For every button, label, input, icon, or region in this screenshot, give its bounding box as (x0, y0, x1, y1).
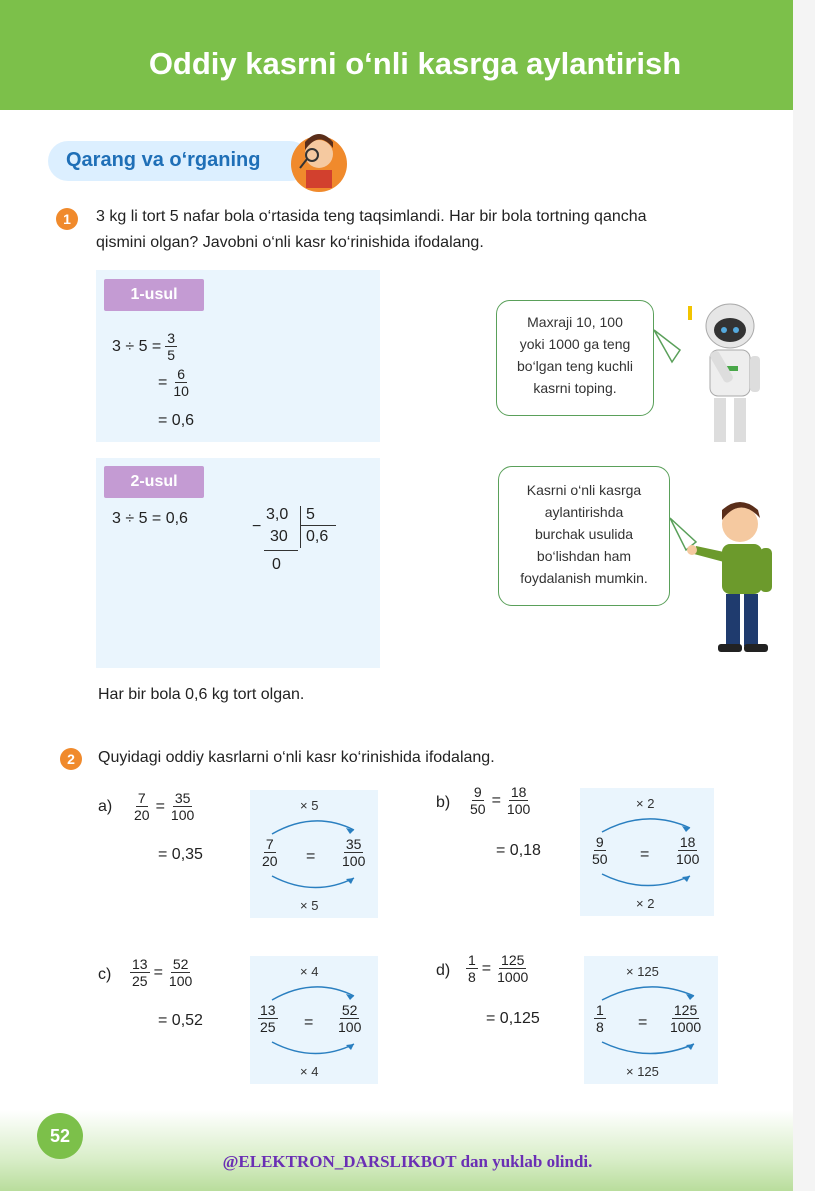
task1-text-line1: 3 kg li tort 5 nafar bola o‘rtasida teng taqsimlandi. Har bir bola tortning qancha (96, 208, 647, 225)
numerator: 6 (177, 366, 186, 382)
item-result: = 0,18 (496, 842, 541, 859)
multiplier-bottom: × 2 (636, 896, 655, 911)
bottom-grass-band (0, 1110, 793, 1191)
multiplier-top: × 125 (626, 964, 659, 979)
multiplier-diagram (584, 956, 718, 1084)
item-label: b) (436, 794, 451, 811)
multiplier-diagram (580, 788, 714, 916)
denominator: 50 (470, 801, 486, 817)
footer-watermark: @ELEKTRON_DARSLIKBOT dan yuklab olindi. (222, 1152, 593, 1171)
fraction (167, 956, 194, 989)
exercise-item (98, 956, 398, 1096)
bubble-line: Maxraji 10, 100 (527, 314, 623, 330)
item-result: = 0,125 (486, 1010, 540, 1027)
equals-sign: = (491, 791, 501, 809)
fraction (130, 956, 150, 989)
remainder: 0 (272, 556, 281, 573)
numerator: 1 (596, 1002, 604, 1018)
multiplier-top: × 5 (300, 798, 319, 813)
fraction (468, 784, 488, 817)
denominator: 100 (506, 801, 531, 817)
numerator: 13 (132, 956, 148, 972)
page-title: Oddiy kasrni o‘nli kasrga aylantirish (148, 46, 682, 81)
denominator: 100 (168, 973, 193, 989)
denominator: 25 (260, 1019, 276, 1035)
robot-illustration (650, 300, 790, 450)
denominator: 100 (170, 807, 195, 823)
method2-expression: 3 ÷ 5 = 0,6 (112, 510, 188, 527)
multiplier-diagram (250, 956, 378, 1084)
equals-sign: = (306, 848, 316, 865)
multiplier-bottom: × 5 (300, 898, 319, 913)
bubble-line: bo‘lishdan ham (536, 548, 632, 564)
exercise-item (436, 952, 736, 1092)
numerator: 1 (468, 952, 476, 968)
division-rule (264, 550, 298, 551)
boy-speech-bubble (498, 466, 670, 606)
bubble-line: aylantirishda (544, 504, 624, 520)
task-number-badge: 1 (56, 208, 78, 230)
boy-illustration (666, 496, 786, 660)
fraction (171, 366, 191, 399)
denominator: 8 (468, 969, 476, 985)
denominator: 5 (167, 347, 176, 363)
denominator: 8 (596, 1019, 604, 1035)
multiplier-bottom: × 125 (626, 1064, 659, 1079)
denominator: 1000 (670, 1019, 702, 1035)
task1-text-line2: qismini olgan? Javobni o‘nli kasr ko‘rinishida ifodalang. (96, 234, 484, 251)
numerator: 35 (174, 790, 191, 806)
method2-tag: 2-usul (104, 466, 204, 498)
bubble-line: foydalanish mumkin. (520, 570, 648, 586)
dividend: 3,0 (266, 506, 289, 523)
divisor-rule (300, 525, 336, 526)
denominator: 20 (262, 853, 278, 869)
divisor: 5 (306, 506, 315, 523)
denominator: 10 (173, 383, 189, 399)
boy-magnifier-illustration (288, 124, 350, 194)
equals-sign: = (158, 373, 168, 391)
division-bar (300, 506, 301, 548)
multiplier-top: × 2 (636, 796, 655, 811)
numerator: 35 (345, 836, 362, 852)
numerator: 52 (172, 956, 189, 972)
fraction (132, 790, 152, 823)
denominator: 100 (342, 853, 366, 869)
robot-speech-bubble (496, 300, 654, 416)
item-result: = 0,35 (158, 846, 203, 863)
item-equation (468, 784, 532, 817)
quotient: 0,6 (306, 528, 329, 545)
task2-text: Quyidagi oddiy kasrlarni o‘nli kasr ko‘rinishida ifodalang. (98, 749, 495, 766)
numerator: 13 (260, 1002, 276, 1018)
numerator: 9 (473, 784, 482, 800)
equals-sign: = (304, 1014, 314, 1031)
numerator: 125 (673, 1002, 698, 1018)
bubble-line: bo‘lgan teng kuchli (517, 358, 633, 374)
numerator: 7 (265, 836, 274, 852)
multiplier-bottom: × 4 (300, 1064, 319, 1079)
item-label: c) (98, 966, 112, 983)
denominator: 25 (132, 973, 148, 989)
multiplier-top: × 4 (300, 964, 319, 979)
subtrahend: 30 (270, 528, 288, 545)
fraction (169, 790, 196, 823)
exercise-item (436, 784, 736, 924)
task1-answer: Har bir bola 0,6 kg tort olgan. (98, 686, 305, 703)
bubble-line: burchak usulida (534, 526, 634, 542)
numerator: 3 (167, 330, 176, 346)
item-label: a) (98, 798, 113, 815)
fraction (495, 952, 530, 985)
numerator: 9 (595, 834, 604, 850)
section-label: Qarang va o‘rganing (66, 149, 261, 171)
task-number-badge: 2 (60, 748, 82, 770)
numerator: 18 (510, 784, 527, 800)
fraction (165, 330, 177, 363)
denominator: 20 (134, 807, 150, 823)
bubble-line: Kasrni o‘nli kasrga (526, 482, 642, 498)
method1-line1 (112, 330, 177, 363)
numerator: 18 (679, 834, 696, 850)
equals-sign: = (481, 959, 492, 977)
equals-sign: = (153, 963, 163, 981)
method1-lhs: 3 ÷ 5 = (112, 337, 162, 355)
numerator: 125 (501, 952, 525, 968)
fraction (466, 952, 478, 985)
multiplier-diagram (250, 790, 378, 918)
item-label: d) (436, 962, 451, 979)
bubble-line: yoki 1000 ga teng (519, 336, 631, 352)
fraction (505, 784, 532, 817)
minus-sign: − (252, 518, 262, 535)
item-equation (466, 952, 530, 985)
bubble-line: kasrni toping. (533, 380, 617, 396)
equals-sign: = (155, 797, 165, 815)
numerator: 52 (341, 1002, 358, 1018)
exercise-item (98, 790, 398, 930)
denominator: 100 (676, 851, 700, 867)
item-equation (132, 790, 196, 823)
denominator: 1000 (497, 969, 529, 985)
denominator: 100 (338, 1019, 362, 1035)
item-equation (130, 956, 194, 989)
page-edge (793, 0, 815, 1191)
page-number: 52 (37, 1113, 83, 1159)
denominator: 50 (592, 851, 608, 867)
method1-tag: 1-usul (104, 279, 204, 311)
long-division (252, 504, 352, 584)
equals-sign: = (640, 846, 650, 863)
item-result: = 0,52 (158, 1012, 203, 1029)
equals-sign: = (638, 1014, 648, 1031)
method1-line2 (158, 366, 191, 399)
method1-result: = 0,6 (158, 412, 195, 429)
numerator: 7 (137, 790, 146, 806)
